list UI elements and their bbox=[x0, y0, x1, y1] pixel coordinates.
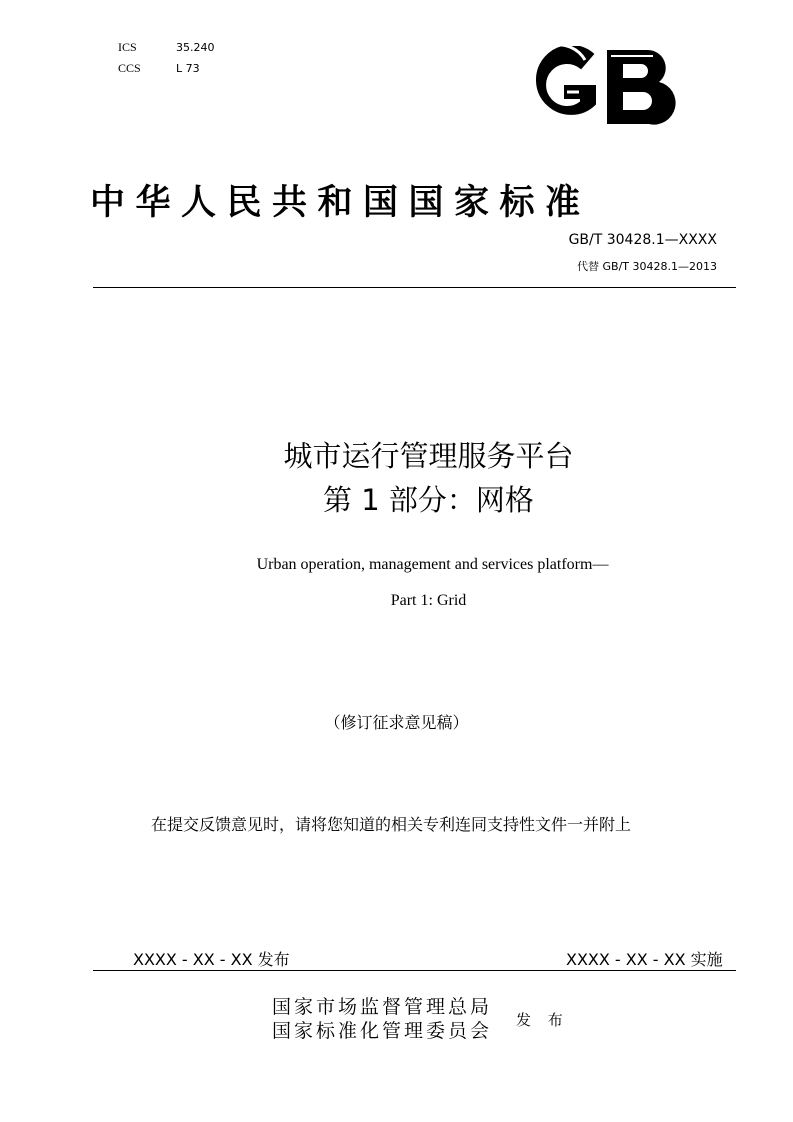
national-standard-title: 中华人民共和国国家标准 bbox=[90, 182, 591, 223]
ccs-value: L 73 bbox=[176, 62, 200, 75]
standard-number: GB/T 30428.1—XXXX bbox=[568, 232, 717, 248]
ccs-label: CCS bbox=[118, 61, 141, 75]
title-cn-line1: 城市运行管理服务平台 bbox=[283, 439, 574, 473]
publish-label: 发 布 bbox=[516, 1011, 569, 1029]
ics-value: 35.240 bbox=[176, 41, 215, 54]
title-en-line1: Urban operation, management and services platform— bbox=[256, 556, 609, 573]
top-rule bbox=[93, 287, 736, 288]
gb-logo bbox=[523, 46, 679, 128]
ccs-row bbox=[118, 61, 200, 76]
issuer-line1: 国家市场监督管理总局 bbox=[272, 996, 493, 1018]
draft-status: （修订征求意见稿） bbox=[324, 713, 469, 732]
issuer-line2: 国家标准化管理委员会 bbox=[272, 1020, 493, 1042]
feedback-request: 在提交反馈意见时，请将您知道的相关专利连同支持性文件一并附上 bbox=[151, 815, 632, 834]
bottom-rule bbox=[93, 970, 736, 971]
ics-row bbox=[118, 40, 215, 55]
title-en-line2: Part 1: Grid bbox=[390, 592, 467, 609]
ics-label: ICS bbox=[118, 40, 137, 54]
replaces-standard: 代替 GB/T 30428.1—2013 bbox=[577, 260, 717, 273]
issue-date: XXXX - XX - XX 发布 bbox=[133, 950, 290, 969]
implementation-date: XXXX - XX - XX 实施 bbox=[566, 950, 723, 969]
title-cn-line2: 第 1 部分：网格 bbox=[323, 483, 534, 517]
